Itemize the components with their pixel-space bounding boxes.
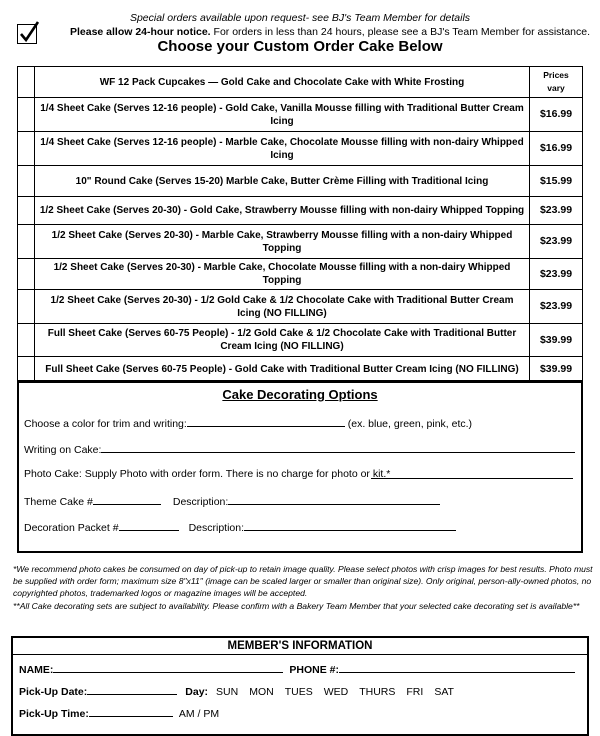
name-label: NAME: — [19, 664, 54, 676]
day-option-sat[interactable]: SAT — [434, 686, 454, 698]
row-checkbox[interactable] — [18, 197, 35, 225]
name-field[interactable] — [53, 662, 283, 673]
table-row — [18, 225, 583, 259]
cake-description: 1/2 Sheet Cake (Serves 20-30) - 1/2 Gold Cake & 1/2 Chocolate Cake with Traditional Butter Cream Icing (NO FILLING) — [35, 290, 530, 324]
writing-row — [24, 442, 575, 456]
pickup-time-row — [19, 706, 219, 720]
table-row — [18, 166, 583, 197]
row-checkbox[interactable] — [18, 259, 35, 290]
table-row — [18, 290, 583, 324]
row-checkbox[interactable] — [18, 290, 35, 324]
day-option-wed[interactable]: WED — [323, 686, 349, 698]
cake-description: 1/2 Sheet Cake (Serves 20-30) - Gold Cake, Strawberry Mousse filling with non-dairy Whipped Topping — [35, 197, 530, 225]
table-row — [18, 197, 583, 225]
row-checkbox[interactable] — [18, 132, 35, 166]
notice-line — [0, 26, 600, 38]
special-orders-note: Special orders available upon request- see BJ's Team Member for details — [129, 12, 471, 24]
photo-cake-field[interactable] — [371, 478, 573, 479]
pickup-date-row — [19, 684, 465, 698]
trim-color-hint: (ex. blue, green, pink, etc.) — [344, 418, 473, 430]
cake-description: 1/2 Sheet Cake (Serves 20-30) - Marble Cake, Chocolate Mousse filling with a non-dairy Whipped Topping — [35, 259, 530, 290]
theme-description-field[interactable] — [228, 494, 440, 505]
notice-rest: For orders in less than 24 hours, please see a BJ's Team Member for assistance. — [210, 26, 591, 38]
cake-description: 1/4 Sheet Cake (Serves 12-16 people) - Marble Cake, Chocolate Mousse filling with non-dairy Whipped Icing — [35, 132, 530, 166]
cake-price: $23.99 — [530, 259, 583, 290]
cake-order-table — [17, 66, 583, 383]
cake-description: Full Sheet Cake (Serves 60-75 People) - 1/2 Gold Cake & 1/2 Chocolate Cake with Traditional Butter Cream Icing (NO FILLING) — [35, 324, 530, 357]
table-row — [18, 98, 583, 132]
table-row — [18, 357, 583, 383]
row-checkbox[interactable] — [18, 357, 35, 383]
am-pm-option[interactable]: AM / PM — [178, 708, 220, 720]
day-option-fri[interactable]: FRI — [406, 686, 424, 698]
cake-price: $23.99 — [530, 197, 583, 225]
row-checkbox[interactable] — [18, 324, 35, 357]
decorating-title: Cake Decorating Options — [222, 387, 378, 402]
decoration-packet-number-field[interactable] — [119, 520, 179, 531]
trim-color-label: Choose a color for trim and writing: — [24, 418, 187, 430]
cake-description: 10" Round Cake (Serves 15-20) Marble Cake, Butter Crème Filling with Traditional Icing — [35, 166, 530, 197]
name-phone-row — [19, 662, 575, 676]
row-checkbox[interactable] — [18, 166, 35, 197]
photo-cake-label: Photo Cake: — [24, 468, 82, 480]
cake-price: $39.99 — [530, 324, 583, 357]
table-row — [18, 324, 583, 357]
pickup-time-field[interactable] — [89, 706, 173, 717]
day-option-tues[interactable]: TUES — [284, 686, 313, 698]
writing-field[interactable] — [101, 442, 575, 453]
row-checkbox[interactable] — [18, 225, 35, 259]
packet-description-label: Description: — [188, 522, 245, 534]
theme-description-label: Description: — [172, 496, 229, 508]
theme-cake-row — [24, 494, 440, 508]
theme-cake-label: Theme Cake # — [24, 496, 93, 508]
decoration-packet-row — [24, 520, 456, 534]
day-label: Day: — [185, 686, 209, 698]
pickup-time-label: Pick-Up Time: — [19, 708, 89, 720]
trim-color-row — [24, 416, 472, 430]
members-information-title: MEMBER'S INFORMATION — [13, 638, 587, 655]
table-row — [18, 259, 583, 290]
cake-price: $15.99 — [530, 166, 583, 197]
pickup-date-label: Pick-Up Date: — [19, 686, 88, 698]
cake-description: Full Sheet Cake (Serves 60-75 People) - Gold Cake with Traditional Butter Cream Icing (NO FILLING) — [35, 357, 530, 383]
table-row — [18, 132, 583, 166]
cake-price: $39.99 — [530, 357, 583, 383]
writing-label: Writing on Cake: — [24, 444, 102, 456]
decoration-packet-label: Decoration Packet # — [24, 522, 119, 534]
cake-price: $16.99 — [530, 132, 583, 166]
cake-description: 1/4 Sheet Cake (Serves 12-16 people) - Gold Cake, Vanilla Mousse filling with Traditional Butter Cream Icing — [35, 98, 530, 132]
trim-color-field[interactable] — [187, 416, 345, 427]
day-option-thurs[interactable]: THURS — [359, 686, 396, 698]
decorating-options-box — [17, 380, 583, 553]
page-title: Choose your Custom Order Cake Below — [157, 38, 443, 55]
packet-description-field[interactable] — [244, 520, 456, 531]
members-information-box — [11, 636, 589, 736]
decorating-set-footnote: **All Cake decorating sets are subject to availability. Please confirm with a Bakery Team Member that your selected cake decorating set is available** — [13, 601, 580, 611]
theme-cake-number-field[interactable] — [93, 494, 161, 505]
cake-price: $16.99 — [530, 98, 583, 132]
phone-field[interactable] — [339, 662, 575, 673]
cake-price: $23.99 — [530, 290, 583, 324]
phone-label: PHONE #: — [289, 664, 340, 676]
cake-description: 1/2 Sheet Cake (Serves 20-30) - Marble Cake, Strawberry Mousse filling with a non-dairy Whipped Topping — [35, 225, 530, 259]
day-option-mon[interactable]: MON — [249, 686, 274, 698]
pickup-date-field[interactable] — [87, 684, 177, 695]
notice-bold: Please allow 24-hour notice. — [69, 26, 211, 38]
photo-footnote: *We recommend photo cakes be consumed on day of pick-up to retain image quality. Please select photos with crisp images for best results. Photo must be supplied with order form; maximum size 8"x11" (image can be scaled larger or smaller than original size). Only original, person-ally-owned photos, no copyrighted photos, trademarked logos or magazine images will be accepted. — [13, 564, 593, 598]
cake-description: WF 12 Pack Cupcakes — Gold Cake and Chocolate Cake with White Frosting — [35, 67, 530, 98]
photo-cake-row — [24, 468, 390, 480]
cake-price: $23.99 — [530, 225, 583, 259]
table-row — [18, 67, 583, 98]
day-option-sun[interactable]: SUN — [216, 686, 239, 698]
row-checkbox[interactable] — [18, 98, 35, 132]
photo-cake-text: Supply Photo with order form. There is no charge for photo or kit.* — [81, 468, 391, 480]
cake-price: Prices vary — [530, 67, 583, 98]
row-checkbox[interactable] — [18, 67, 35, 98]
